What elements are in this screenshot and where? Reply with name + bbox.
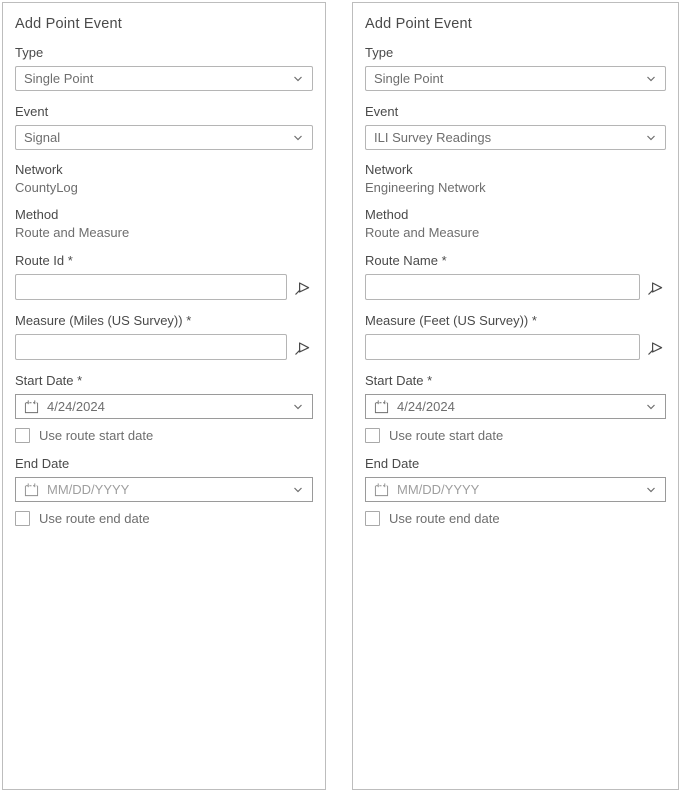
map-pointer-arrow-icon [647, 279, 664, 296]
method-value: Route and Measure [365, 225, 480, 240]
end-date-picker[interactable] [15, 477, 313, 502]
method-label: Method [15, 207, 59, 222]
use-route-start-date-checkbox[interactable] [15, 428, 30, 443]
calendar-icon [374, 399, 389, 414]
event-label: Event [15, 104, 49, 119]
use-route-end-date-label: Use route end date [389, 511, 500, 526]
route-id-row [15, 274, 313, 300]
use-route-end-date-row [15, 511, 313, 526]
event-select-value: ILI Survey Readings [374, 130, 492, 145]
network-value: Engineering Network [365, 180, 486, 195]
measure-input[interactable] [15, 334, 287, 360]
end-date-label: End Date [15, 456, 70, 471]
network-label: Network [15, 162, 63, 177]
method-label: Method [365, 207, 409, 222]
calendar-icon [374, 482, 389, 497]
use-route-start-date-checkbox[interactable] [365, 428, 380, 443]
measure-map-picker-button[interactable] [644, 336, 666, 358]
start-date-label: Start Date * [365, 373, 433, 388]
type-select-value: Single Point [374, 71, 444, 86]
network-label: Network [365, 162, 413, 177]
chevron-down-icon [292, 484, 304, 496]
type-label: Type [15, 45, 44, 60]
map-pointer-arrow-icon [294, 279, 311, 296]
page-title: Add Point Event [15, 16, 122, 32]
use-route-end-date-checkbox[interactable] [365, 511, 380, 526]
chevron-down-icon [645, 484, 657, 496]
map-pointer-arrow-icon [647, 339, 664, 356]
chevron-down-icon [292, 132, 304, 144]
end-date-label: End Date [365, 456, 420, 471]
route-id-label: Route Id * [15, 253, 73, 268]
chevron-down-icon [645, 401, 657, 413]
route-id-input[interactable] [15, 274, 287, 300]
end-date-picker[interactable] [365, 477, 666, 502]
measure-row [15, 334, 313, 360]
page-title: Add Point Event [365, 16, 472, 32]
chevron-down-icon [292, 401, 304, 413]
route-name-label: Route Name * [365, 253, 447, 268]
method-value: Route and Measure [15, 225, 130, 240]
start-date-picker[interactable] [15, 394, 313, 419]
start-date-picker[interactable] [365, 394, 666, 419]
use-route-start-date-label: Use route start date [39, 428, 154, 443]
event-select[interactable] [365, 125, 666, 150]
calendar-icon [24, 399, 39, 414]
route-map-picker-button[interactable] [291, 276, 313, 298]
use-route-end-date-checkbox[interactable] [15, 511, 30, 526]
measure-map-picker-button[interactable] [291, 336, 313, 358]
measure-input[interactable] [365, 334, 640, 360]
chevron-down-icon [645, 73, 657, 85]
use-route-start-date-row [365, 428, 666, 443]
event-select-value: Signal [24, 130, 61, 145]
event-label: Event [365, 104, 399, 119]
route-name-input[interactable] [365, 274, 640, 300]
end-date-placeholder: MM/DD/YYYY [397, 482, 480, 497]
use-route-end-date-row [365, 511, 666, 526]
network-value: CountyLog [15, 180, 78, 195]
route-map-picker-button[interactable] [644, 276, 666, 298]
type-select-value: Single Point [24, 71, 94, 86]
measure-label: Measure (Feet (US Survey)) * [365, 313, 537, 328]
use-route-end-date-label: Use route end date [39, 511, 150, 526]
add-point-event-panel-left [2, 2, 326, 790]
calendar-icon [24, 482, 39, 497]
chevron-down-icon [292, 73, 304, 85]
use-route-start-date-label: Use route start date [389, 428, 504, 443]
start-date-value: 4/24/2024 [397, 399, 455, 414]
route-name-row [365, 274, 666, 300]
type-select[interactable] [365, 66, 666, 91]
end-date-placeholder: MM/DD/YYYY [47, 482, 130, 497]
chevron-down-icon [645, 132, 657, 144]
measure-label: Measure (Miles (US Survey)) * [15, 313, 192, 328]
map-pointer-arrow-icon [294, 339, 311, 356]
measure-row [365, 334, 666, 360]
start-date-label: Start Date * [15, 373, 83, 388]
start-date-value: 4/24/2024 [47, 399, 105, 414]
use-route-start-date-row [15, 428, 313, 443]
type-select[interactable] [15, 66, 313, 91]
add-point-event-panel-right [352, 2, 679, 790]
event-select[interactable] [15, 125, 313, 150]
type-label: Type [365, 45, 394, 60]
